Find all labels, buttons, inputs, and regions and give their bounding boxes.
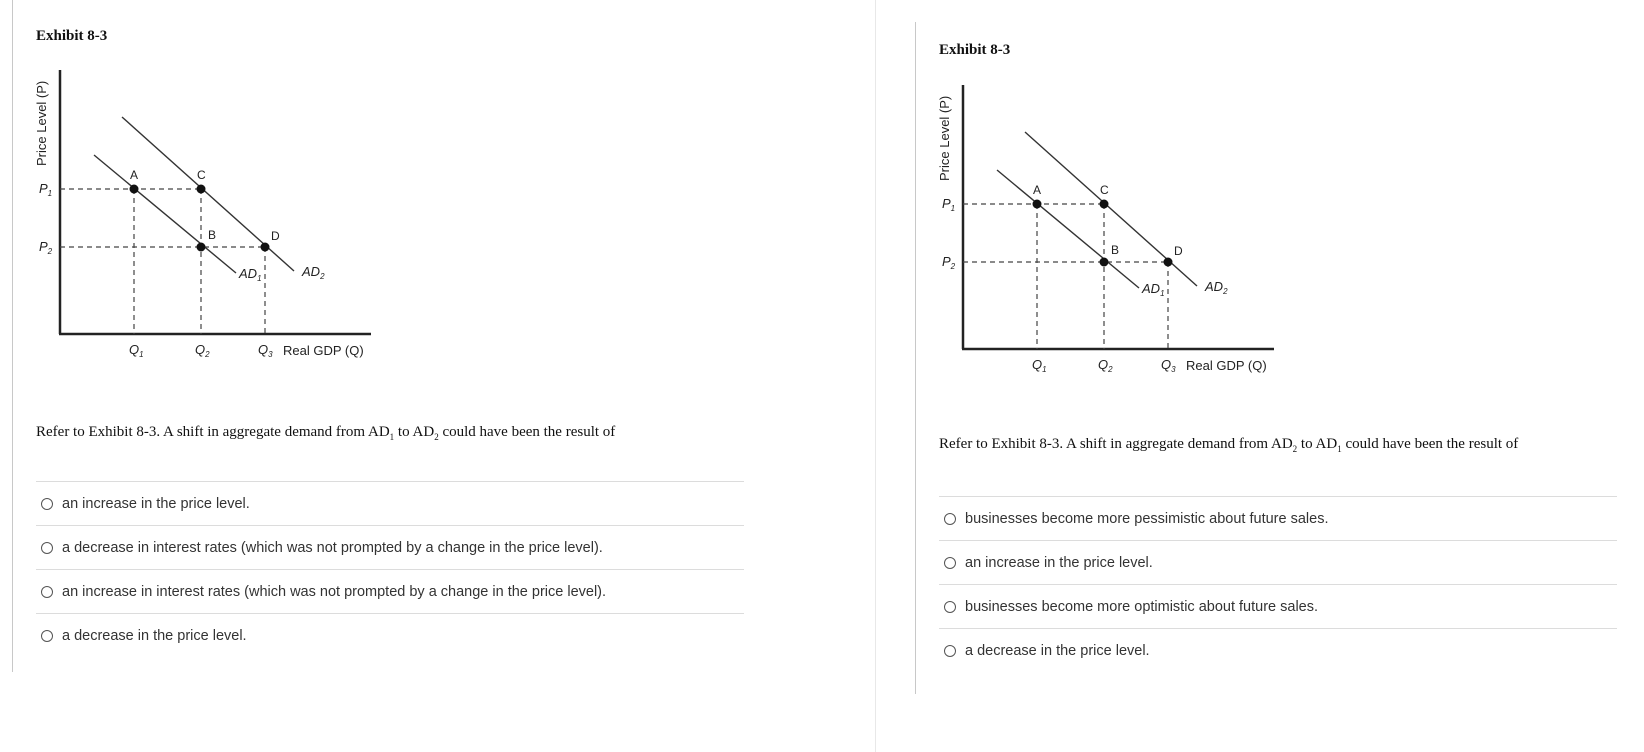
svg-text:AD2: $AD_2$ xyxy=(1205,279,1228,296)
question-panel-right xyxy=(915,22,1621,694)
option-label: a decrease in the price level. xyxy=(965,642,1150,659)
svg-text:Q1: $Q_1$ xyxy=(129,342,144,359)
answer-option[interactable] xyxy=(939,541,1617,585)
ad-graph xyxy=(33,66,393,371)
exhibit-title: Exhibit 8-3 xyxy=(939,42,1011,58)
ad-graph xyxy=(936,81,1296,386)
point-a xyxy=(1033,200,1042,209)
option-label: an increase in the price level. xyxy=(965,554,1153,571)
svg-text:AD2: $AD_2$ xyxy=(302,264,325,281)
option-label: an increase in interest rates (which was not prompted by a change in the price level). xyxy=(62,583,607,600)
svg-text:Q3: $Q_3$ xyxy=(1161,357,1176,374)
q1-label xyxy=(1032,357,1047,374)
x-axis-label: Real GDP (Q) xyxy=(283,343,364,358)
answer-option[interactable] xyxy=(939,497,1617,541)
question-text: Refer to Exhibit 8-3. A shift in aggregate demand from $AD_2$ to $AD_1$ could have been the result of xyxy=(939,436,1519,454)
ad2-label xyxy=(1204,279,1228,296)
q2-label xyxy=(1098,357,1113,374)
svg-text:AD1: $AD_1$ xyxy=(1142,281,1165,298)
point-a-label: A xyxy=(130,168,139,182)
ad2-label xyxy=(301,264,325,281)
radio-button[interactable] xyxy=(944,645,956,657)
option-label: businesses become more pessimistic about future sales. xyxy=(965,510,1329,527)
answer-option[interactable] xyxy=(939,585,1617,629)
ad1-label xyxy=(238,266,262,283)
point-c-label: C xyxy=(197,168,206,182)
curve-ad1 xyxy=(94,155,236,273)
point-b xyxy=(197,243,206,252)
ad1-label xyxy=(1141,281,1165,298)
svg-text:P2: $P_2$ xyxy=(39,239,53,256)
option-label: a decrease in the price level. xyxy=(62,627,247,644)
answer-option[interactable] xyxy=(36,526,744,570)
answer-options xyxy=(36,481,744,657)
q3-label xyxy=(1161,357,1176,374)
point-c xyxy=(197,185,206,194)
question-text: Refer to Exhibit 8-3. A shift in aggregate demand from $AD_1$ to $AD_2$ could have been the result of xyxy=(36,424,616,442)
center-divider xyxy=(875,0,876,752)
svg-text:P1: $P_1$ xyxy=(39,181,53,198)
q1-label xyxy=(129,342,144,359)
p2-label xyxy=(39,239,53,256)
point-d-label: D xyxy=(271,229,280,243)
point-a xyxy=(130,185,139,194)
point-a-label: A xyxy=(1033,183,1042,197)
point-c-label: C xyxy=(1100,183,1109,197)
p1-label xyxy=(942,196,955,213)
point-b-label: B xyxy=(208,228,217,242)
radio-button[interactable] xyxy=(944,557,956,569)
answer-option[interactable] xyxy=(939,629,1617,672)
option-label: an increase in the price level. xyxy=(62,495,250,512)
svg-text:Q2: $Q_2$ xyxy=(1098,357,1113,374)
radio-button[interactable] xyxy=(41,498,53,510)
svg-text:P1: $P_1$ xyxy=(942,196,956,213)
question-panel-left xyxy=(12,0,733,672)
radio-button[interactable] xyxy=(944,513,956,525)
y-axis-label xyxy=(34,81,49,166)
answer-option[interactable] xyxy=(36,614,744,657)
point-d-label: D xyxy=(1174,244,1183,258)
exhibit-title: Exhibit 8-3 xyxy=(36,28,108,44)
point-d xyxy=(1164,258,1173,267)
option-label: businesses become more optimistic about future sales. xyxy=(965,598,1319,615)
svg-text:Q3: $Q_3$ xyxy=(258,342,273,359)
point-b-label: B xyxy=(1111,243,1120,257)
svg-text:P2: $P_2$ xyxy=(942,254,956,271)
option-label: a decrease in interest rates (which was not prompted by a change in the price level). xyxy=(62,539,603,556)
svg-text:Price Level (P): Price Level (P) xyxy=(34,80,49,166)
svg-text:AD1: $AD_1$ xyxy=(239,266,262,283)
radio-button[interactable] xyxy=(944,601,956,613)
answer-options xyxy=(939,496,1617,672)
point-b xyxy=(1100,258,1109,267)
curve-ad1 xyxy=(997,170,1139,288)
y-axis-label xyxy=(937,96,952,181)
point-d xyxy=(261,243,270,252)
answer-option[interactable] xyxy=(36,570,744,614)
p1-label xyxy=(39,181,52,198)
x-axis-label: Real GDP (Q) xyxy=(1186,358,1267,373)
svg-text:Q2: $Q_2$ xyxy=(195,342,210,359)
answer-option[interactable] xyxy=(36,482,744,526)
p2-label xyxy=(942,254,956,271)
radio-button[interactable] xyxy=(41,630,53,642)
q2-label xyxy=(195,342,210,359)
radio-button[interactable] xyxy=(41,586,53,598)
q3-label xyxy=(258,342,273,359)
radio-button[interactable] xyxy=(41,542,53,554)
svg-text:Q1: $Q_1$ xyxy=(1032,357,1047,374)
svg-text:Price Level (P): Price Level (P) xyxy=(937,95,952,181)
point-c xyxy=(1100,200,1109,209)
